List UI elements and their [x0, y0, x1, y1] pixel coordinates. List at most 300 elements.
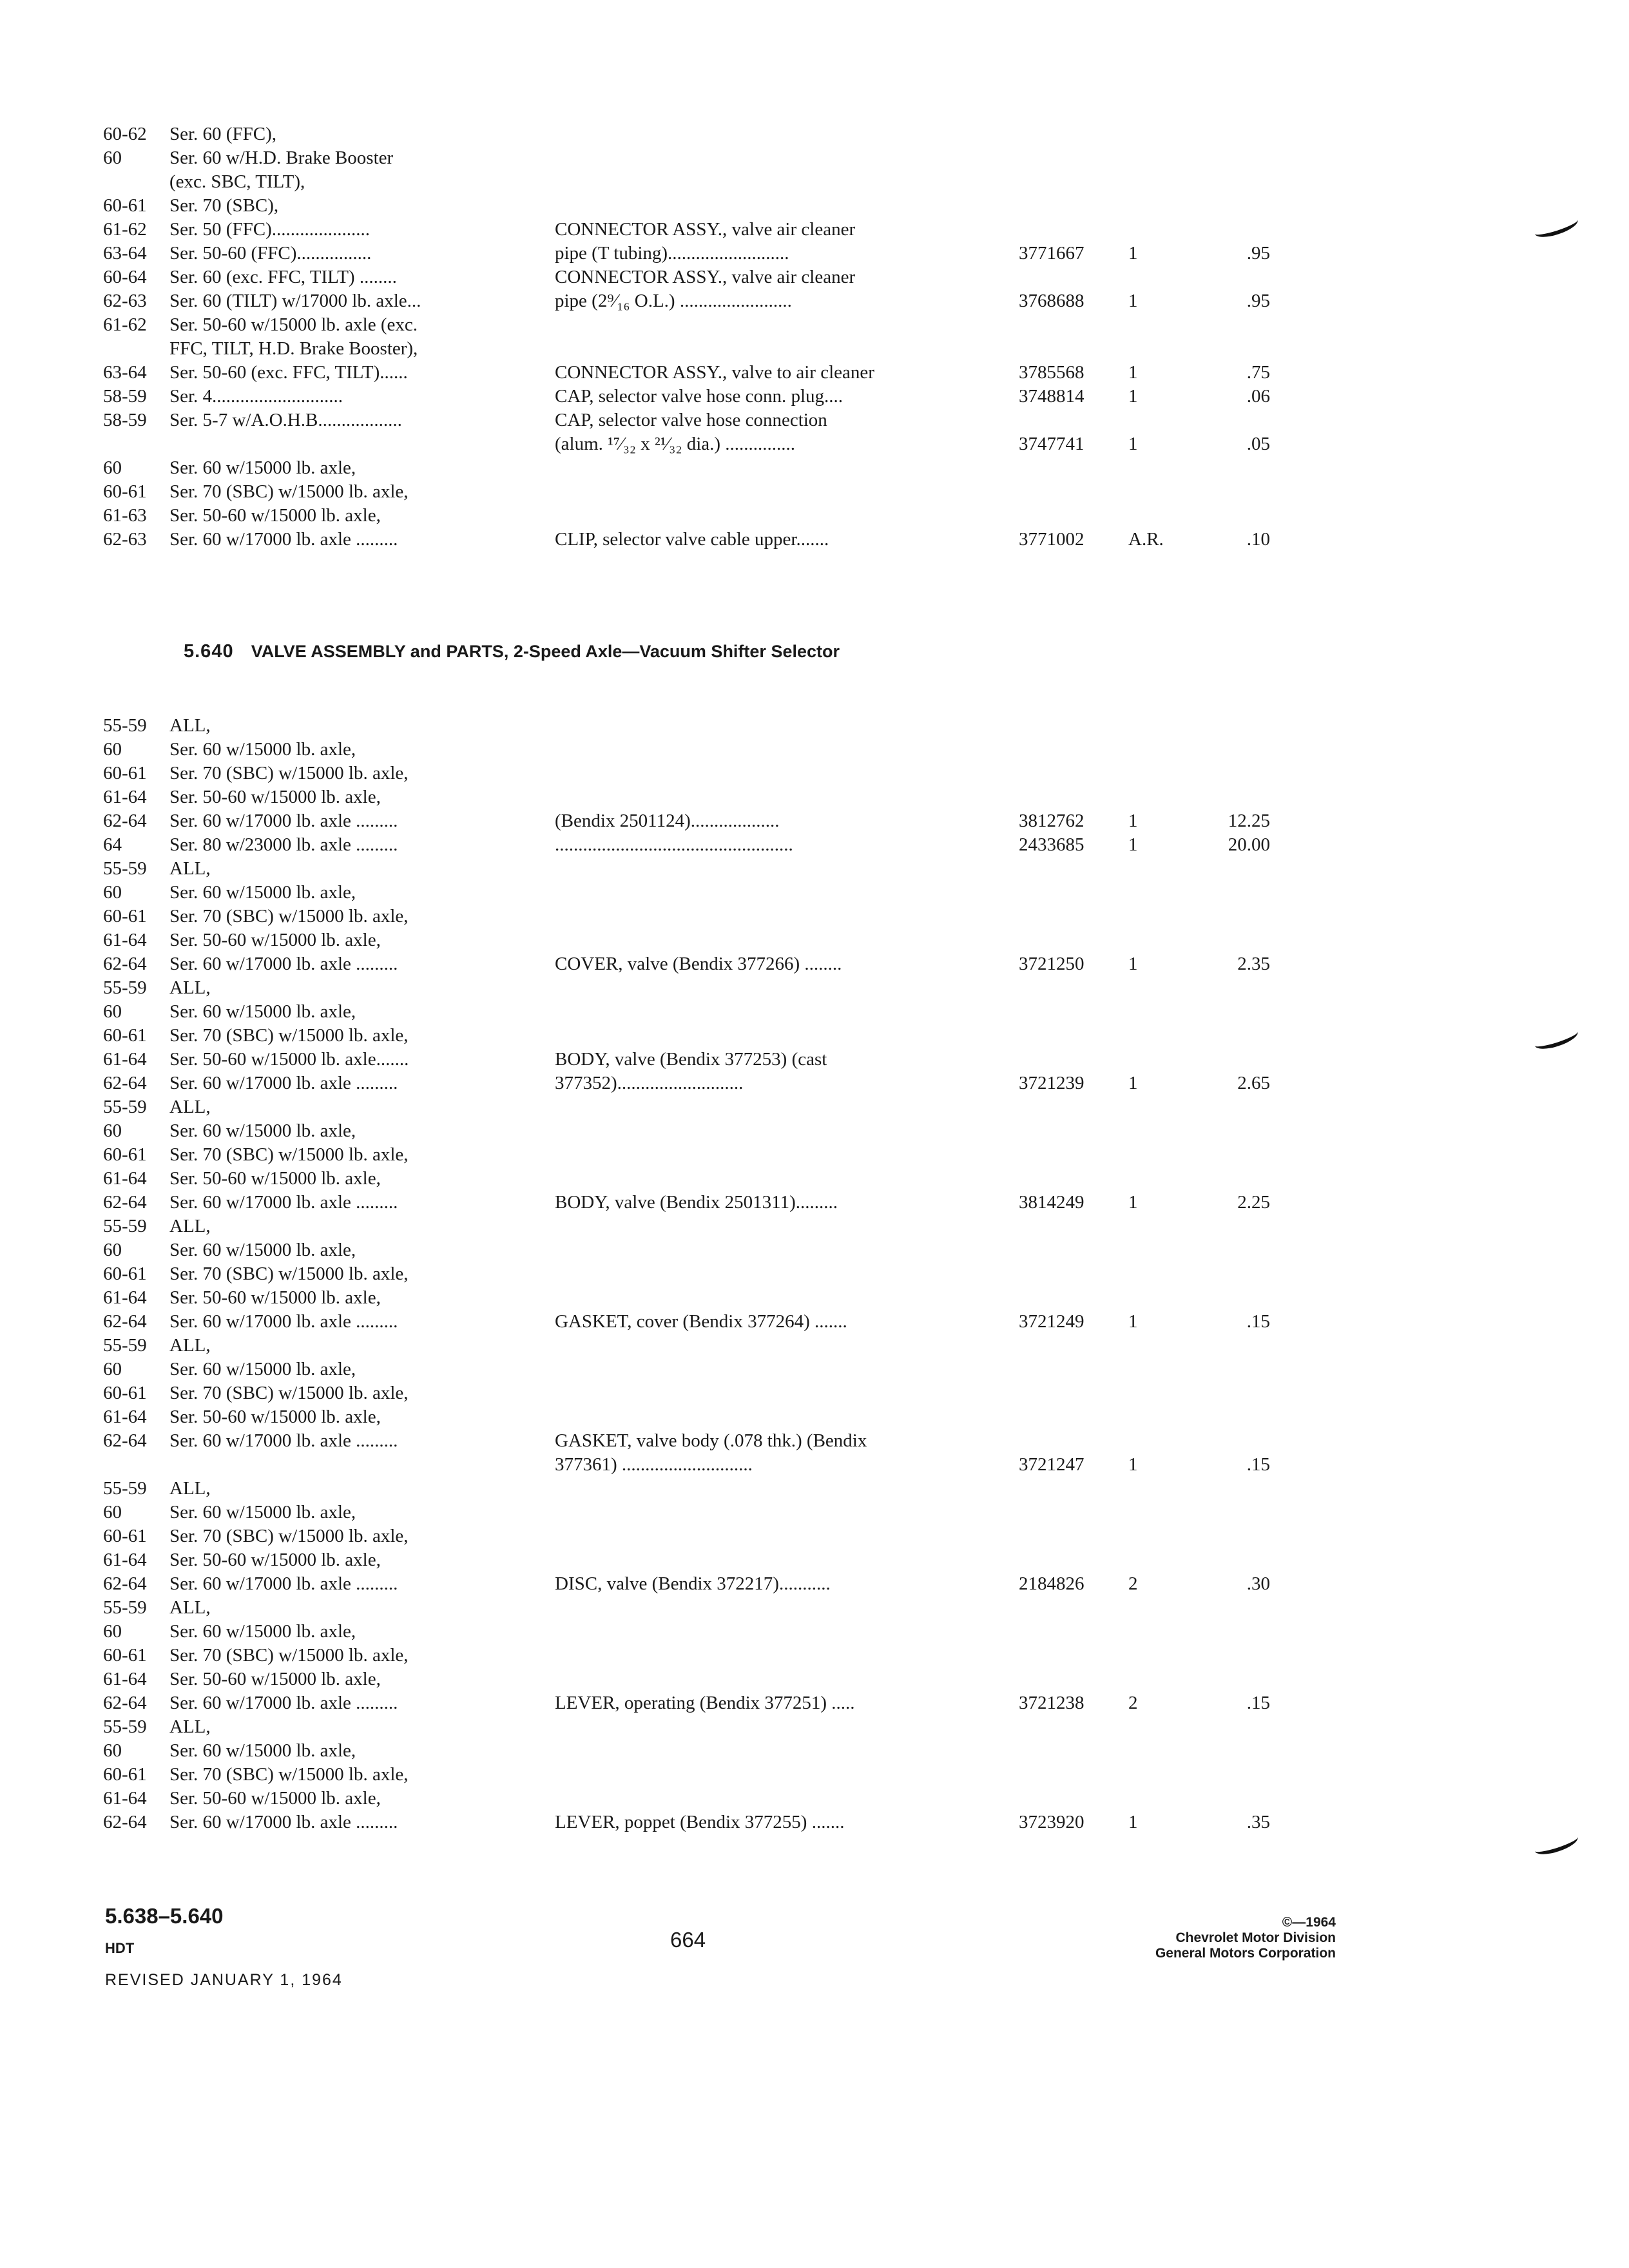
price-cell: [1199, 1262, 1270, 1286]
description-cell: [555, 905, 1019, 928]
series-cell: Ser. 60 w/17000 lb. axle .........: [169, 1573, 398, 1594]
description-cell: [555, 1596, 1019, 1620]
description-cell: CONNECTOR ASSY., valve to air cleaner: [555, 362, 874, 383]
description-cell: [555, 1524, 1019, 1548]
part-number-cell: [1019, 1334, 1128, 1358]
description-cell: [555, 1262, 1019, 1286]
footer-catalog: HDT: [105, 1940, 135, 1956]
table-row: [103, 1501, 1294, 1524]
part-number-cell: [1019, 218, 1128, 242]
model-years-cell: 55-59: [103, 1216, 147, 1236]
quantity-cell: 1: [1128, 1192, 1138, 1213]
series-cell: ALL,: [169, 1716, 211, 1737]
table-row: [103, 480, 1294, 504]
quantity-cell: [1128, 146, 1199, 170]
model-years-cell: 60: [103, 1502, 122, 1523]
table-row: [103, 432, 1294, 456]
table-row: [103, 1048, 1294, 1072]
price-cell: [1199, 1238, 1270, 1262]
quantity-cell: 1: [1128, 811, 1138, 831]
model-years-cell: 60: [103, 739, 122, 760]
quantity-cell: 1: [1128, 834, 1138, 855]
price-cell: [1199, 1667, 1270, 1691]
binding-hole-mark: [1532, 1830, 1580, 1858]
price-cell: [1199, 1596, 1270, 1620]
footer-corporation: General Motors Corporation: [1155, 1946, 1336, 1961]
model-years-cell: 61-64: [103, 1550, 147, 1570]
table-row: [103, 1286, 1294, 1310]
price-cell: [1199, 1334, 1270, 1358]
quantity-cell: [1128, 1715, 1199, 1739]
model-years-cell: 55-59: [103, 715, 147, 736]
description-cell: DISC, valve (Bendix 372217)...........: [555, 1573, 831, 1594]
series-cell: Ser. 60 w/15000 lb. axle,: [169, 1120, 356, 1141]
quantity-cell: [1128, 1787, 1199, 1811]
price-cell: [1199, 265, 1270, 289]
description-cell: [555, 1787, 1019, 1811]
table-row: [103, 1405, 1294, 1429]
series-cell: Ser. 60 w/17000 lb. axle .........: [169, 1430, 398, 1451]
series-cell: Ser. 4............................: [169, 386, 343, 407]
binding-hole-mark: [1532, 213, 1580, 241]
part-number-cell: [1019, 1048, 1128, 1072]
description-cell: CLIP, selector valve cable upper.......: [555, 529, 829, 550]
price-cell: [1199, 1405, 1270, 1429]
part-number-cell: [1019, 1477, 1128, 1501]
table-row: [103, 218, 1294, 242]
description-cell: [555, 1715, 1019, 1739]
table-row: [103, 1667, 1294, 1691]
description-cell: [555, 1644, 1019, 1667]
description-cell: 377361) ............................: [555, 1454, 753, 1475]
model-years-cell: 58-59: [103, 410, 147, 430]
price-cell: [1199, 1501, 1270, 1524]
table-row: [103, 833, 1294, 857]
description-cell: CAP, selector valve hose connection: [555, 410, 827, 430]
series-cell: FFC, TILT, H.D. Brake Booster),: [169, 338, 418, 359]
description-cell: [555, 194, 1019, 218]
series-cell: Ser. 60 (FFC),: [169, 124, 276, 144]
series-cell: Ser. 60 w/15000 lb. axle,: [169, 1621, 356, 1642]
table-row: [103, 1072, 1294, 1095]
model-years-cell: 58-59: [103, 386, 147, 407]
part-number-cell: [1019, 1715, 1128, 1739]
part-number-cell: [1019, 857, 1128, 881]
quantity-cell: [1128, 1286, 1199, 1310]
part-number-cell: 3721238: [1019, 1693, 1084, 1713]
quantity-cell: [1128, 1262, 1199, 1286]
model-years-cell: 60-61: [103, 763, 147, 783]
part-number-cell: [1019, 1095, 1128, 1119]
table-row: [103, 1310, 1294, 1334]
parts-list-section: [103, 714, 1294, 1834]
table-row: [103, 1477, 1294, 1501]
table-row: [103, 504, 1294, 528]
table-row: [103, 1262, 1294, 1286]
part-number-cell: 3723920: [1019, 1812, 1084, 1832]
table-row: [103, 1215, 1294, 1238]
series-cell: Ser. 5-7 w/A.O.H.B..................: [169, 410, 402, 430]
table-row: [103, 1715, 1294, 1739]
model-years-cell: 55-59: [103, 1335, 147, 1356]
price-cell: [1199, 480, 1270, 504]
model-years-cell: 60: [103, 1359, 122, 1379]
description-cell: [555, 1238, 1019, 1262]
quantity-cell: [1128, 504, 1199, 528]
description-cell: [555, 928, 1019, 952]
model-years-cell: 60-61: [103, 1383, 147, 1403]
table-row: [103, 809, 1294, 833]
part-number-cell: [1019, 1548, 1128, 1572]
model-years-cell: [103, 337, 169, 361]
quantity-cell: [1128, 1215, 1199, 1238]
part-number-cell: [1019, 456, 1128, 480]
table-row: [103, 952, 1294, 976]
quantity-cell: [1128, 1119, 1199, 1143]
series-cell: Ser. 60 w/15000 lb. axle,: [169, 1240, 356, 1260]
quantity-cell: [1128, 1405, 1199, 1429]
price-cell: [1199, 1429, 1270, 1453]
series-cell: Ser. 70 (SBC) w/15000 lb. axle,: [169, 1645, 409, 1666]
quantity-cell: [1128, 194, 1199, 218]
part-number-cell: [1019, 122, 1128, 146]
table-row: [103, 1763, 1294, 1787]
series-cell: Ser. 50-60 (exc. FFC, TILT)......: [169, 362, 408, 383]
description-cell: [555, 1119, 1019, 1143]
description-cell: [555, 976, 1019, 1000]
price-cell: [1199, 146, 1270, 170]
table-row: [103, 714, 1294, 738]
price-cell: [1199, 1381, 1270, 1405]
table-row: [103, 1095, 1294, 1119]
model-years-cell: 60-62: [103, 124, 147, 144]
quantity-cell: [1128, 738, 1199, 762]
series-cell: Ser. 60 (TILT) w/17000 lb. axle...: [169, 291, 421, 311]
price-cell: [1199, 1739, 1270, 1763]
table-row: [103, 1596, 1294, 1620]
part-number-cell: [1019, 337, 1128, 361]
model-years-cell: [103, 170, 169, 194]
description-cell: [555, 480, 1019, 504]
description-cell: [555, 1739, 1019, 1763]
part-number-cell: [1019, 1524, 1128, 1548]
part-number-cell: [1019, 905, 1128, 928]
model-years-cell: 60-64: [103, 267, 147, 287]
description-cell: [555, 785, 1019, 809]
description-cell: [555, 1143, 1019, 1167]
quantity-cell: [1128, 1763, 1199, 1787]
table-row: [103, 170, 1294, 194]
price-cell: [1199, 905, 1270, 928]
table-row: [103, 905, 1294, 928]
quantity-cell: 1: [1128, 434, 1138, 454]
series-cell: [169, 1453, 555, 1477]
quantity-cell: [1128, 265, 1199, 289]
part-number-cell: [1019, 1000, 1128, 1024]
table-row: [103, 1358, 1294, 1381]
description-cell: [555, 170, 1019, 194]
description-cell: LEVER, poppet (Bendix 377255) .......: [555, 1812, 845, 1832]
price-cell: [1199, 762, 1270, 785]
quantity-cell: [1128, 313, 1199, 337]
quantity-cell: 1: [1128, 1812, 1138, 1832]
quantity-cell: [1128, 337, 1199, 361]
part-number-cell: [1019, 313, 1128, 337]
series-cell: Ser. 70 (SBC) w/15000 lb. axle,: [169, 1383, 409, 1403]
model-years-cell: 62-64: [103, 1311, 147, 1332]
part-number-cell: 3721247: [1019, 1454, 1084, 1475]
series-cell: Ser. 50-60 w/15000 lb. axle,: [169, 1788, 381, 1809]
series-cell: [169, 432, 555, 456]
series-cell: Ser. 60 w/17000 lb. axle .........: [169, 1311, 398, 1332]
series-cell: Ser. 50-60 w/15000 lb. axle,: [169, 1168, 381, 1189]
part-number-cell: [1019, 265, 1128, 289]
description-cell: [555, 337, 1019, 361]
price-cell: [1199, 1167, 1270, 1191]
model-years-cell: 60: [103, 1621, 122, 1642]
table-row: [103, 1143, 1294, 1167]
quantity-cell: [1128, 714, 1199, 738]
description-cell: [555, 881, 1019, 905]
description-cell: CONNECTOR ASSY., valve air cleaner: [555, 267, 856, 287]
table-row: [103, 528, 1294, 552]
price-cell: .15: [1246, 1693, 1270, 1713]
footer-copyright: ©—1964: [1282, 1915, 1336, 1930]
description-cell: ...................................................: [555, 834, 793, 855]
series-cell: ALL,: [169, 1597, 211, 1618]
model-years-cell: 61-64: [103, 1407, 147, 1427]
price-cell: [1199, 337, 1270, 361]
part-number-cell: [1019, 785, 1128, 809]
part-number-cell: [1019, 170, 1128, 194]
price-cell: [1199, 218, 1270, 242]
price-cell: [1199, 881, 1270, 905]
quantity-cell: 1: [1128, 386, 1138, 407]
table-row: [103, 289, 1294, 313]
description-cell: [555, 504, 1019, 528]
description-cell: [555, 1358, 1019, 1381]
model-years-cell: 55-59: [103, 1478, 147, 1499]
part-number-cell: [1019, 1644, 1128, 1667]
series-cell: Ser. 60 w/17000 lb. axle .........: [169, 529, 398, 550]
series-cell: ALL,: [169, 1335, 211, 1356]
quantity-cell: [1128, 905, 1199, 928]
part-number-cell: 3721250: [1019, 954, 1084, 974]
table-row: [103, 1119, 1294, 1143]
price-cell: [1199, 1644, 1270, 1667]
price-cell: [1199, 785, 1270, 809]
part-number-cell: [1019, 1238, 1128, 1262]
table-row: [103, 456, 1294, 480]
price-cell: [1199, 313, 1270, 337]
model-years-cell: 60-61: [103, 1764, 147, 1785]
quantity-cell: [1128, 762, 1199, 785]
quantity-cell: [1128, 976, 1199, 1000]
model-years-cell: 60: [103, 882, 122, 903]
table-row: [103, 1787, 1294, 1811]
part-number-cell: [1019, 1024, 1128, 1048]
description-cell: [555, 1095, 1019, 1119]
description-cell: GASKET, cover (Bendix 377264) .......: [555, 1311, 847, 1332]
price-cell: .15: [1246, 1311, 1270, 1332]
quantity-cell: [1128, 456, 1199, 480]
model-years-cell: 63-64: [103, 362, 147, 383]
price-cell: .95: [1246, 243, 1270, 264]
model-years-cell: 61-62: [103, 314, 147, 335]
model-years-cell: 62-64: [103, 1812, 147, 1832]
part-number-cell: [1019, 1620, 1128, 1644]
table-row: [103, 1024, 1294, 1048]
part-number-cell: 2184826: [1019, 1573, 1084, 1594]
part-number-cell: 3814249: [1019, 1192, 1084, 1213]
description-cell: [555, 1763, 1019, 1787]
price-cell: [1199, 1024, 1270, 1048]
footer-division: Chevrolet Motor Division: [1175, 1930, 1336, 1945]
series-cell: Ser. 70 (SBC) w/15000 lb. axle,: [169, 1264, 409, 1284]
series-cell: ALL,: [169, 858, 211, 879]
quantity-cell: [1128, 1644, 1199, 1667]
series-cell: Ser. 50-60 w/15000 lb. axle.......: [169, 1049, 409, 1070]
series-cell: Ser. 60 w/15000 lb. axle,: [169, 457, 356, 478]
quantity-cell: [1128, 1334, 1199, 1358]
series-cell: Ser. 80 w/23000 lb. axle .........: [169, 834, 398, 855]
model-years-cell: 60-61: [103, 1526, 147, 1546]
model-years-cell: 62-64: [103, 1073, 147, 1093]
table-row: [103, 265, 1294, 289]
binding-hole-mark: [1532, 1024, 1580, 1053]
price-cell: .35: [1246, 1812, 1270, 1832]
table-row: [103, 1524, 1294, 1548]
series-cell: Ser. 50-60 w/15000 lb. axle,: [169, 787, 381, 807]
description-cell: (alum. ¹⁷⁄₃₂ x ²¹⁄₃₂ dia.) ...............: [555, 434, 796, 454]
model-years-cell: 60: [103, 148, 122, 168]
price-cell: [1199, 1143, 1270, 1167]
model-years-cell: [103, 1453, 169, 1477]
model-years-cell: 62-63: [103, 291, 147, 311]
table-row: [103, 1191, 1294, 1215]
quantity-cell: [1128, 1381, 1199, 1405]
series-cell: Ser. 50-60 w/15000 lb. axle,: [169, 1669, 381, 1689]
price-cell: [1199, 504, 1270, 528]
table-row: [103, 194, 1294, 218]
description-cell: [555, 146, 1019, 170]
quantity-cell: [1128, 1167, 1199, 1191]
description-cell: [555, 1501, 1019, 1524]
footer-section-range: 5.638–5.640: [105, 1904, 224, 1928]
description-cell: [555, 1477, 1019, 1501]
quantity-cell: 2: [1128, 1573, 1138, 1594]
price-cell: [1199, 170, 1270, 194]
model-years-cell: 61-64: [103, 1168, 147, 1189]
quantity-cell: 1: [1128, 291, 1138, 311]
series-cell: Ser. 70 (SBC) w/15000 lb. axle,: [169, 906, 409, 927]
description-cell: [555, 1334, 1019, 1358]
footer-left: [105, 1904, 343, 1990]
part-number-cell: 3785568: [1019, 362, 1084, 383]
series-cell: Ser. 70 (SBC) w/15000 lb. axle,: [169, 1144, 409, 1165]
price-cell: [1199, 1763, 1270, 1787]
series-cell: ALL,: [169, 715, 211, 736]
part-number-cell: [1019, 1763, 1128, 1787]
price-cell: [1199, 1787, 1270, 1811]
table-row: [103, 313, 1294, 337]
description-cell: [555, 1215, 1019, 1238]
series-cell: Ser. 60 w/15000 lb. axle,: [169, 1740, 356, 1761]
price-cell: [1199, 1286, 1270, 1310]
quantity-cell: [1128, 1501, 1199, 1524]
price-cell: 12.25: [1228, 811, 1270, 831]
table-row: [103, 1000, 1294, 1024]
model-years-cell: 60-61: [103, 1645, 147, 1666]
series-cell: Ser. 70 (SBC) w/15000 lb. axle,: [169, 1526, 409, 1546]
quantity-cell: [1128, 1024, 1199, 1048]
table-row: [103, 361, 1294, 385]
table-row: [103, 1811, 1294, 1834]
part-number-cell: [1019, 408, 1128, 432]
price-cell: .95: [1246, 291, 1270, 311]
section-heading: [184, 641, 840, 662]
price-cell: [1199, 1524, 1270, 1548]
part-number-cell: [1019, 1167, 1128, 1191]
table-row: [103, 928, 1294, 952]
part-number-cell: [1019, 1286, 1128, 1310]
price-cell: [1199, 1477, 1270, 1501]
model-years-cell: 64: [103, 834, 122, 855]
table-row: [103, 1620, 1294, 1644]
table-row: [103, 1381, 1294, 1405]
model-years-cell: 63-64: [103, 243, 147, 264]
quantity-cell: [1128, 1596, 1199, 1620]
model-years-cell: 60-61: [103, 1264, 147, 1284]
table-row: [103, 146, 1294, 170]
part-number-cell: [1019, 928, 1128, 952]
part-number-cell: 3747741: [1019, 434, 1084, 454]
price-cell: [1199, 738, 1270, 762]
model-years-cell: 55-59: [103, 1097, 147, 1117]
table-row: [103, 1429, 1294, 1453]
description-cell: [555, 762, 1019, 785]
part-number-cell: [1019, 504, 1128, 528]
footer-revised-date: REVISED JANUARY 1, 1964: [105, 1971, 343, 1989]
quantity-cell: [1128, 881, 1199, 905]
description-cell: [555, 1000, 1019, 1024]
price-cell: .75: [1246, 362, 1270, 383]
description-cell: [555, 1286, 1019, 1310]
part-number-cell: [1019, 1405, 1128, 1429]
model-years-cell: 62-64: [103, 1573, 147, 1594]
description-cell: LEVER, operating (Bendix 377251) .....: [555, 1693, 855, 1713]
series-cell: Ser. 60 w/15000 lb. axle,: [169, 1001, 356, 1022]
price-cell: [1199, 1358, 1270, 1381]
quantity-cell: [1128, 1358, 1199, 1381]
series-cell: Ser. 50-60 w/15000 lb. axle,: [169, 1550, 381, 1570]
table-row: [103, 1739, 1294, 1763]
part-number-cell: [1019, 738, 1128, 762]
table-row: [103, 1334, 1294, 1358]
price-cell: [1199, 1048, 1270, 1072]
part-number-cell: 3771667: [1019, 243, 1084, 264]
series-cell: Ser. 60 w/17000 lb. axle .........: [169, 954, 398, 974]
model-years-cell: 61-64: [103, 1788, 147, 1809]
table-row: [103, 857, 1294, 881]
quantity-cell: A.R.: [1128, 529, 1164, 550]
quantity-cell: [1128, 1667, 1199, 1691]
model-years-cell: 61-64: [103, 1287, 147, 1308]
price-cell: 2.25: [1237, 1192, 1270, 1213]
quantity-cell: 1: [1128, 1311, 1138, 1332]
description-cell: [555, 1381, 1019, 1405]
part-number-cell: [1019, 762, 1128, 785]
